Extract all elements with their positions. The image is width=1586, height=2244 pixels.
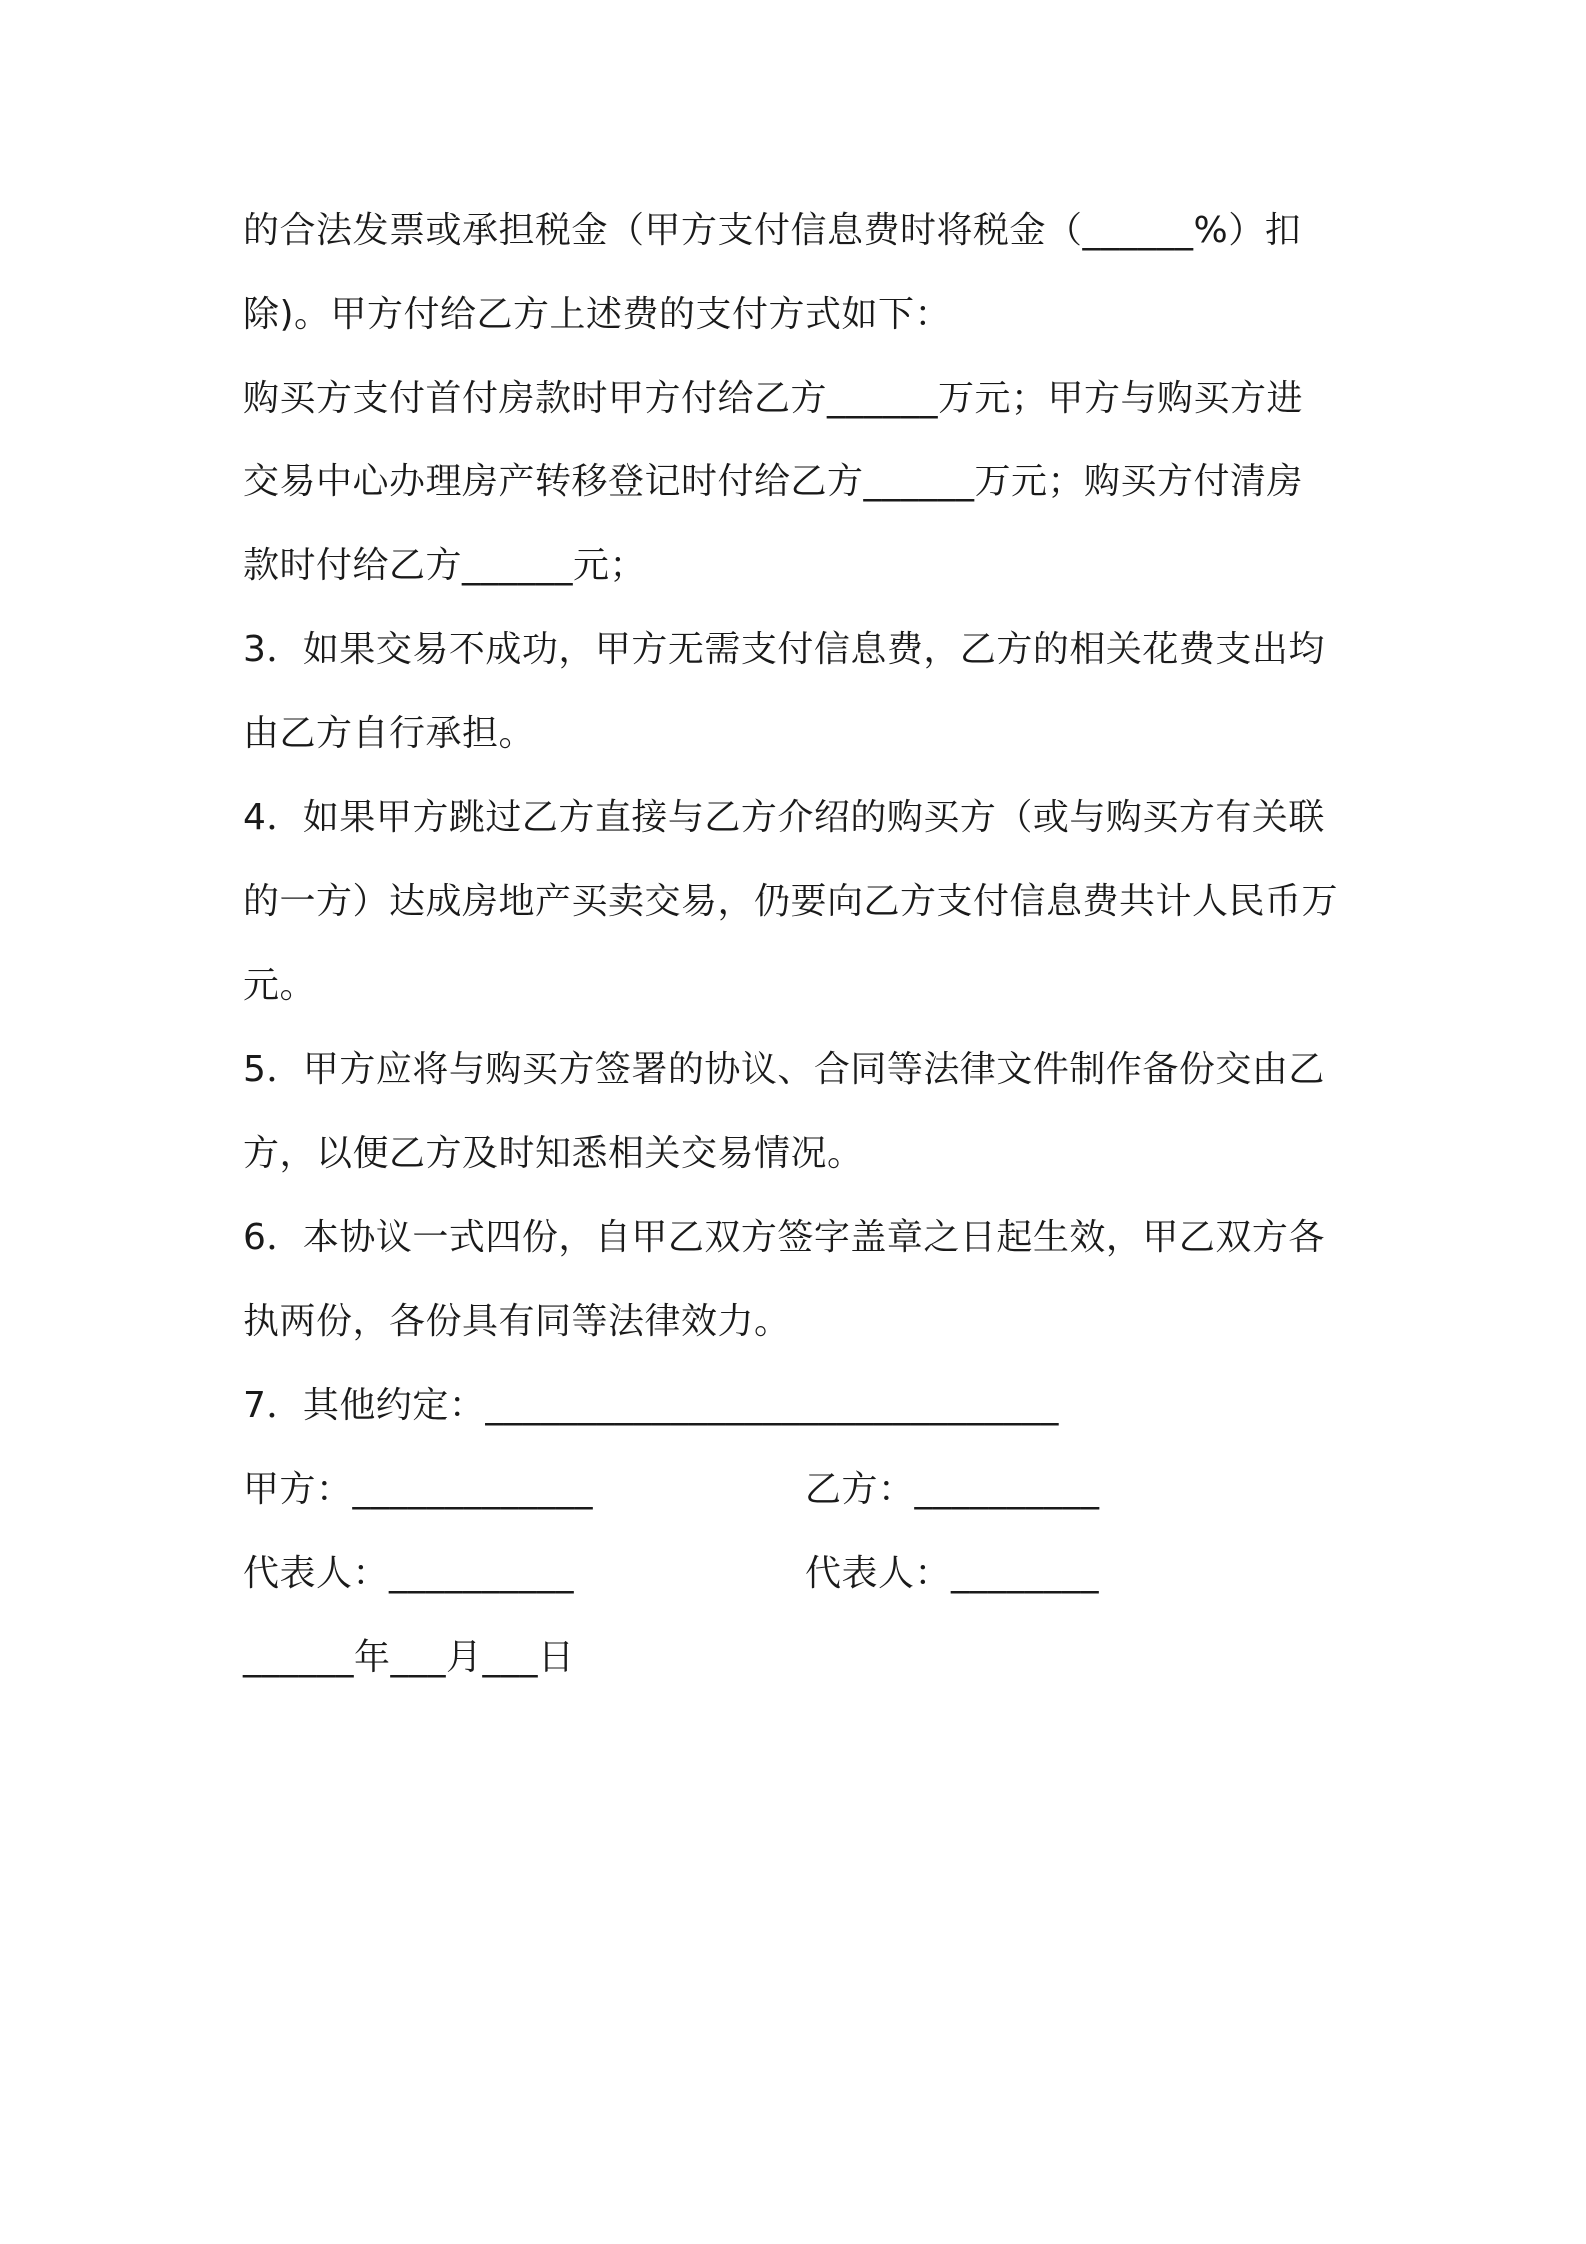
party-a-representative: 代表人：__________: [243, 1553, 575, 1594]
clause-3-line: 3．如果交易不成功，甲方无需支付信息费，乙方的相关花费支出均: [243, 629, 1325, 670]
clause-4-line: 4．如果甲方跳过乙方直接与乙方介绍的购买方（或与购买方有关联: [243, 797, 1325, 838]
body-line: 的合法发票或承担税金（甲方支付信息费时将税金（______%）扣: [243, 210, 1302, 251]
body-line: 除)。甲方付给乙方上述费的支付方式如下：: [243, 294, 952, 335]
party-b-signature: 乙方：__________: [805, 1469, 1100, 1510]
party-a-signature: 甲方：_____________: [243, 1469, 594, 1510]
clause-6-line: 执两份，各份具有同等法律效力。: [243, 1301, 791, 1342]
party-b-representative: 代表人：________: [805, 1553, 1100, 1594]
body-line: 款时付给乙方______元；: [243, 545, 647, 586]
body-line: 购买方支付首付房款时甲方付给乙方______万元；甲方与购买方进: [243, 378, 1304, 419]
clause-5-line: 5．甲方应将与购买方签署的协议、合同等法律文件制作备份交由乙: [243, 1049, 1325, 1090]
clause-3-line: 由乙方自行承担。: [243, 713, 536, 754]
body-line: 交易中心办理房产转移登记时付给乙方______万元；购买方付清房: [243, 461, 1304, 502]
clause-6-line: 6．本协议一式四份，自甲乙双方签字盖章之日起生效，甲乙双方各: [243, 1217, 1325, 1258]
clause-5-line: 方，以便乙方及时知悉相关交易情况。: [243, 1133, 864, 1174]
signing-date: ______年___月___日: [243, 1637, 575, 1678]
clause-4-line: 元。: [243, 965, 317, 1006]
clause-7-line: 7．其他约定：_______________________________: [243, 1385, 1059, 1426]
clause-4-line: 的一方）达成房地产买卖交易，仍要向乙方支付信息费共计人民币万: [243, 881, 1339, 922]
